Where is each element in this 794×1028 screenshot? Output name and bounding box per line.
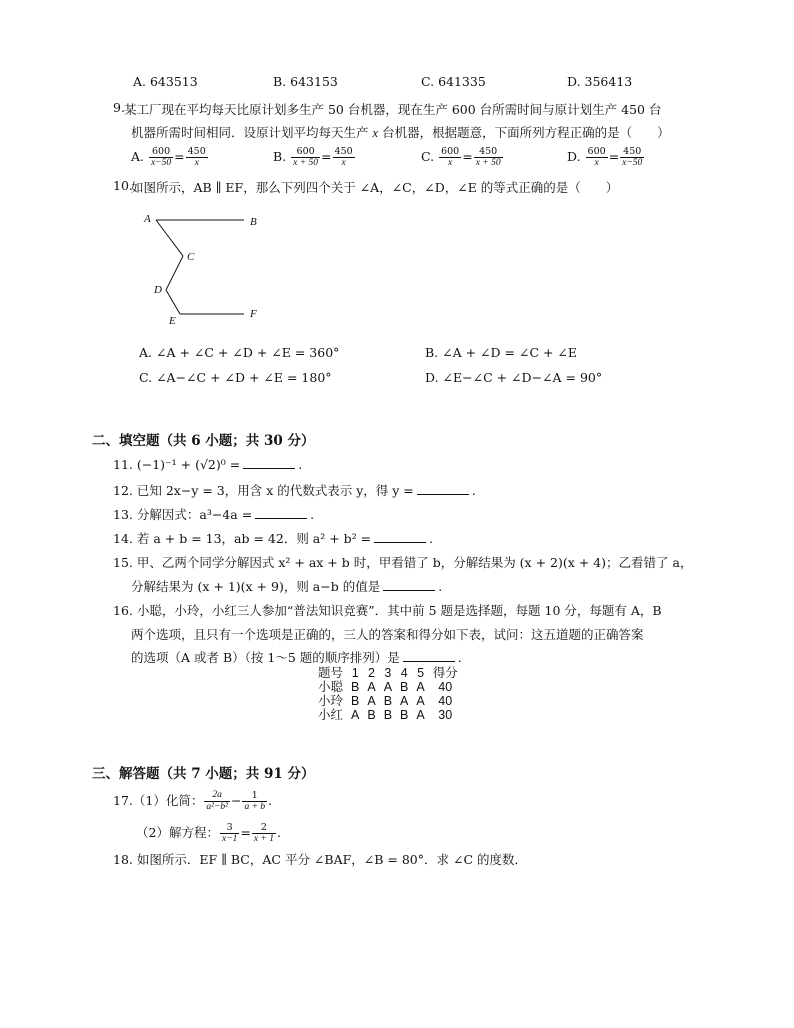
label-e: E: [169, 315, 176, 327]
question-14: 14. 若 a + b = 13，ab = 42．则 a² + b² = .: [113, 531, 434, 546]
table-header-row: 题号 1 2 3 4 5 得分: [318, 666, 458, 680]
q9-text-line1: 某工厂现在平均每天比原计划多生产 50 台机器，现在生产 600 台所需时间与原计划生产 450 台: [124, 102, 662, 117]
label-d: D: [154, 284, 162, 296]
answer-blank[interactable]: [403, 649, 455, 662]
q10-text: 如图所示，AB ∥ EF，那么下列四个关于 ∠A，∠C，∠D，∠E 的等式正确的是（ ）: [131, 180, 619, 195]
q8-option-b: B. 643153: [273, 74, 338, 89]
q9-option-c: C. $\frac{600}{x}$ = $\frac{450}{x + 50}$: [421, 146, 501, 168]
table-row: 小聪 B A A B A 40: [318, 680, 453, 694]
section2-title: 二、填空题（共 6 小题；共 30 分）: [92, 433, 315, 449]
q10-option-a: A. ∠A + ∠C + ∠D + ∠E = 360°: [139, 345, 340, 360]
q8-option-c: C. 641335: [421, 74, 486, 89]
q8-option-d: D. 356413: [567, 74, 633, 89]
label-b: B: [250, 216, 257, 228]
answer-blank[interactable]: [255, 506, 307, 519]
q17-part2: （2）解方程： $\frac{3}{x-1}$ = $\frac{2}{x + 1}$ .: [136, 822, 281, 844]
answer-blank[interactable]: [374, 530, 426, 543]
q10-figure: [140, 208, 270, 328]
q9-option-d: D. $\frac{600}{x}$ = $\frac{450}{x-50}$: [567, 146, 643, 168]
answer-blank[interactable]: [383, 578, 435, 591]
q10-number: 10.: [113, 178, 133, 193]
segment-cd: [166, 256, 183, 290]
q9-option-a: A. $\frac{600}{x-50}$ = $\frac{450}{x}$: [131, 146, 206, 168]
q9-number: 9.: [113, 100, 125, 115]
q10-option-b: B. ∠A + ∠D = ∠C + ∠E: [425, 345, 578, 360]
q9-option-b: B. $\frac{600}{x + 50}$ = $\frac{450}{x}$: [273, 146, 353, 168]
answer-blank[interactable]: [417, 482, 469, 495]
label-a: A: [144, 213, 151, 225]
q8-option-a: A. 643513: [133, 74, 198, 89]
answer-blank[interactable]: [243, 456, 295, 469]
segment-ac: [156, 220, 183, 256]
label-f: F: [250, 308, 257, 320]
table-row: 小玲 B A B A A 40: [318, 694, 453, 708]
q10-option-d: D. ∠E−∠C + ∠D−∠A = 90°: [425, 370, 603, 385]
q10-option-c: C. ∠A−∠C + ∠D + ∠E = 180°: [139, 370, 332, 385]
label-c: C: [187, 251, 195, 263]
section3-title: 三、解答题（共 7 小题；共 91 分）: [92, 766, 315, 782]
table-row: 小红 A B B B A 30: [318, 708, 453, 722]
segment-de: [166, 290, 180, 314]
answers-table: [318, 666, 462, 722]
question-12: 12. 已知 2x−y = 3，用含 x 的代数式表示 y，得 y = .: [113, 483, 476, 498]
q9-text-line2: 机器所需时间相同．设原计划平均每天生产 x 台机器，根据题意，下面所列方程正确的是（ ）: [131, 125, 670, 140]
question-11: 11. (−1)⁻¹ + (√2)⁰ = .: [113, 457, 303, 472]
question-18: 18. 如图所示．EF ∥ BC，AC 平分 ∠BAF，∠B = 80°．求 ∠C 的度数．: [113, 852, 527, 867]
question-13: 13. 分解因式：a³−4a = .: [113, 507, 315, 522]
q17-part1: 17.（1）化简： $\frac{2a}{\text{a²−b²}}$ − $\frac{1}{a + b}$ .: [113, 790, 273, 812]
